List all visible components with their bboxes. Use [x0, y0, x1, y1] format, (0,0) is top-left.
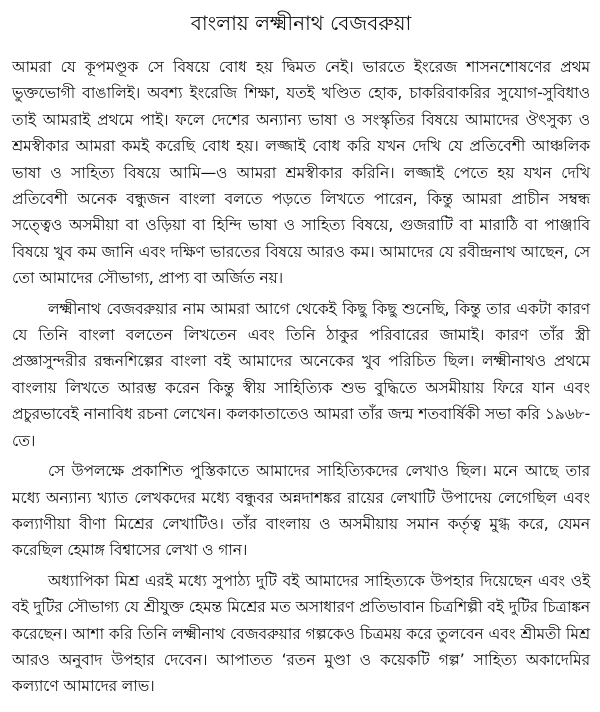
document-page	[12, 0, 590, 712]
paragraph-2: লক্ষ্মীনাথ বেজবরুয়ার নাম আমরা আগে থেকেই কিছু কিছু শুনেছি, কিন্তু তার একটা কারণ যে তিনি বাংলা বলতেন লিখতেন এবং তিনি ঠাকুর পরিবারের জামাই। কারণ তাঁর স্ত্রী প্রজ্ঞাসুন্দরীর রন্ধনশিল্পের বাংলা বই আমাদের অনেকের খুব পরিচিত ছিল। লক্ষ্মীনাথও প্রথমে বাংলায় লিখতে আরম্ভ করেন কিন্তু স্বীয় সাহিত্যিক শুভ বুদ্ধিতে অসমীয়ায় ফিরে যান এবং প্রচুরভাবেই নানাবিধ রচনা লেখেন। কলকাতাতেও আমরা তাঁর জন্ম শতবার্ষিকী সভা করি ১৯৬৮-তে।	[12, 299, 590, 450]
paragraph-4: অধ্যাপিকা মিশ্র এরই মধ্যে সুপাঠ্য দুটি বই আমাদের সাহিত্যকে উপহার দিয়েছেন এবং ওই বই দুটির সৌভাগ্য যে শ্রীযুক্ত হেমন্ত মিশ্রের মত অসাধারণ প্রতিভাবান চিত্রশিল্পী বই দুটির চিত্রাঙ্কন করেছেন। আশা করি তিনি লক্ষ্মীনাথ বেজবরুয়ার গল্পকেও চিত্রময় করে তুলবেন এবং শ্রীমতী মিশ্র আরও অনুবাদ উপহার দেবেন। আপাতত ‘রতন মুণ্ডা ও কয়েকটি গল্প’ সাহিত্য অকাদেমির কল্যাণে আমাদের লাভ।	[12, 571, 590, 696]
document-title: বাংলায় লক্ষ্মীনাথ বেজবরুয়া	[190, 11, 412, 35]
paragraph-3: সে উপলক্ষে প্রকাশিত পুস্তিকাতে আমাদের সাহিত্যিকদের লেখাও ছিল। মনে আছে তার মধ্যে অন্যান্য খ্যাত লেখকদের মধ্যে বন্ধুবর অন্নদাশঙ্কর রায়ের লেখাটি উপাদেয় লেগেছিল এবং কল্যাণীয়া বীণা মিশ্রের লেখাটিও। তাঁর বাংলায় ও অসমীয়ায় সমান কর্তৃত্ব মুগ্ধ করে, যেমন করেছিল হেমাঙ্গ বিশ্বাসের লেখা ও গান।	[12, 462, 590, 560]
paragraph-1: আমরা যে কূপমণ্ডূক সে বিষয়ে বোধ হয় দ্বিমত নেই। ভারতে ইংরেজ শাসনশোষণের প্রথম ভুক্তভোগী বাঙালিই। অবশ্য ইংরেজি শিক্ষা, যতই খণ্ডিত হোক, চাকরিবাকরির সুযোগ-সুবিধাও তাই আমরাই প্রথমে পাই। ফলে দেশের অন্যান্য ভাষা ও সংস্কৃতির বিষয়ে আমাদের ঔৎসুক্য ও শ্রমস্বীকার আমরা কমই করেছি বোধ হয়। লজ্জাই বোধ করি যখন দেখি যে প্রতিবেশী আঞ্চলিক ভাষা ও সাহিত্য বিষয়ে আমি—ও আমরা শ্রমস্বীকার করিনি। লজ্জাই পেতে হয় যখন দেখি প্রতিবেশী অনেক বন্ধুজন বাংলা বলতে পড়তে লিখতে পারেন, কিন্তু আমরা প্রাচীন সম্বন্ধ সত্ত্বেও অসমীয়া বা ওড়িয়া বা হিন্দি ভাষা ও সাহিত্য বিষয়ে, গুজরাটি বা মারাঠি বা পাঞ্জাবি বিষয়ে খুব কম জানি এবং দক্ষিণ ভারতের বিষয়ে আরও কম। আমাদের যে রবীন্দ্রনাথ আছেন, সে তো আমাদের সৌভাগ্য, প্রাপ্য বা অর্জিত নয়।	[12, 58, 590, 288]
